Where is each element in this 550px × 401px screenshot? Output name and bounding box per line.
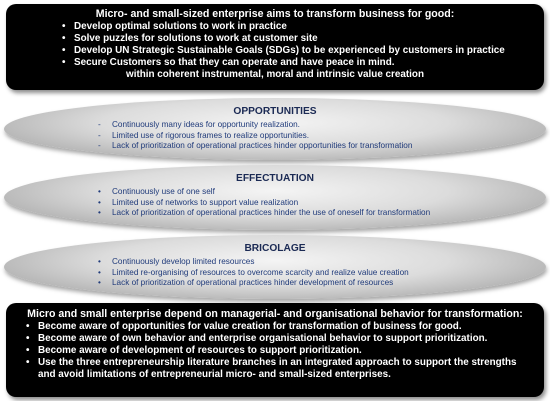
- dash-icon: -: [98, 120, 101, 129]
- bullet-icon: •: [62, 57, 66, 68]
- opportunities-ellipse: [4, 98, 546, 160]
- bullet-icon: •: [98, 208, 101, 217]
- bullet-icon: •: [26, 345, 30, 356]
- goals-title: Micro- and small-sized enterprise aims to transform business for good:: [95, 8, 455, 20]
- bullet-icon: •: [26, 321, 30, 332]
- goals-list: [16, 21, 534, 69]
- effectuation-title: EFFECTUATION: [236, 173, 314, 184]
- effectuation-item: • Lack of prioritization of operational practices hinder the use of oneself for transformation: [98, 208, 431, 217]
- effectuation-item: • Continuously use of one self: [98, 187, 215, 196]
- opportunities-list: [4, 120, 546, 152]
- bullet-icon: •: [62, 21, 66, 32]
- goal-item: • Develop UN Strategic Sustainable Goals (SDGs) to be experienced by customers in practice: [62, 45, 505, 56]
- bricolage-item: • Lack of prioritization of operational practices hinder development of resources: [98, 278, 394, 287]
- goal-item: • Solve puzzles for solutions to work at customer site: [62, 33, 318, 44]
- bullet-icon: •: [98, 187, 101, 196]
- bullet-icon: •: [26, 357, 30, 368]
- bricolage-ellipse: [4, 235, 546, 299]
- bullet-icon: •: [62, 45, 66, 56]
- dependence-box: [6, 303, 544, 397]
- bullet-icon: •: [98, 267, 101, 277]
- opportunities-item: - Lack of prioritization of operational practices hinder opportunities for transformation: [98, 141, 413, 150]
- effectuation-list: [4, 187, 546, 219]
- opportunities-item: - Continuously many ideas for opportunity realization.: [98, 120, 300, 129]
- bullet-icon: •: [98, 197, 101, 207]
- dependence-title: Micro and small enterprise depend on managerial- and organisational behavior for transformation:: [27, 308, 523, 320]
- dependence-item: • Use the three entrepreneurship literature branches in an integrated approach to support the strengths and avoid limitations of entrepreneurial micro- and small-sized enterprises.: [26, 357, 517, 380]
- bullet-icon: •: [26, 333, 30, 344]
- bricolage-item: • Continuously develop limited resources: [98, 257, 255, 266]
- bricolage-title: BRICOLAGE: [244, 243, 306, 254]
- bullet-icon: •: [62, 33, 66, 44]
- goal-item: • Secure Customers so that they can operate and have peace in mind.: [62, 57, 395, 68]
- opportunities-item: - Limited use of rigorous frames to realize opportunities.: [98, 130, 310, 140]
- dependence-item: • Become aware of development of resources to support prioritization.: [26, 345, 362, 356]
- opportunities-title: OPPORTUNITIES: [233, 106, 317, 117]
- dash-icon: -: [98, 141, 101, 150]
- goal-item: • Develop optimal solutions to work in practice: [62, 21, 287, 32]
- effectuation-ellipse: [4, 165, 546, 230]
- bricolage-item: • Limited re-organising of resources to overcome scarcity and realize value creation: [98, 267, 409, 277]
- bullet-icon: •: [98, 257, 101, 266]
- dependence-list: [16, 321, 534, 381]
- dependence-item: • Become aware of own behavior and enterprise organisational behavior to support prioritization.: [26, 333, 488, 344]
- dash-icon: -: [98, 130, 101, 140]
- bullet-icon: •: [98, 278, 101, 287]
- bricolage-list: [4, 257, 546, 289]
- goals-box: [6, 4, 544, 90]
- dependence-item: • Become aware of opportunities for value creation for transformation of business for good.: [26, 321, 462, 332]
- effectuation-item: • Limited use of networks to support value realization: [98, 197, 299, 207]
- goals-closing: within coherent instrumental, moral and intrinsic value creation: [126, 69, 424, 80]
